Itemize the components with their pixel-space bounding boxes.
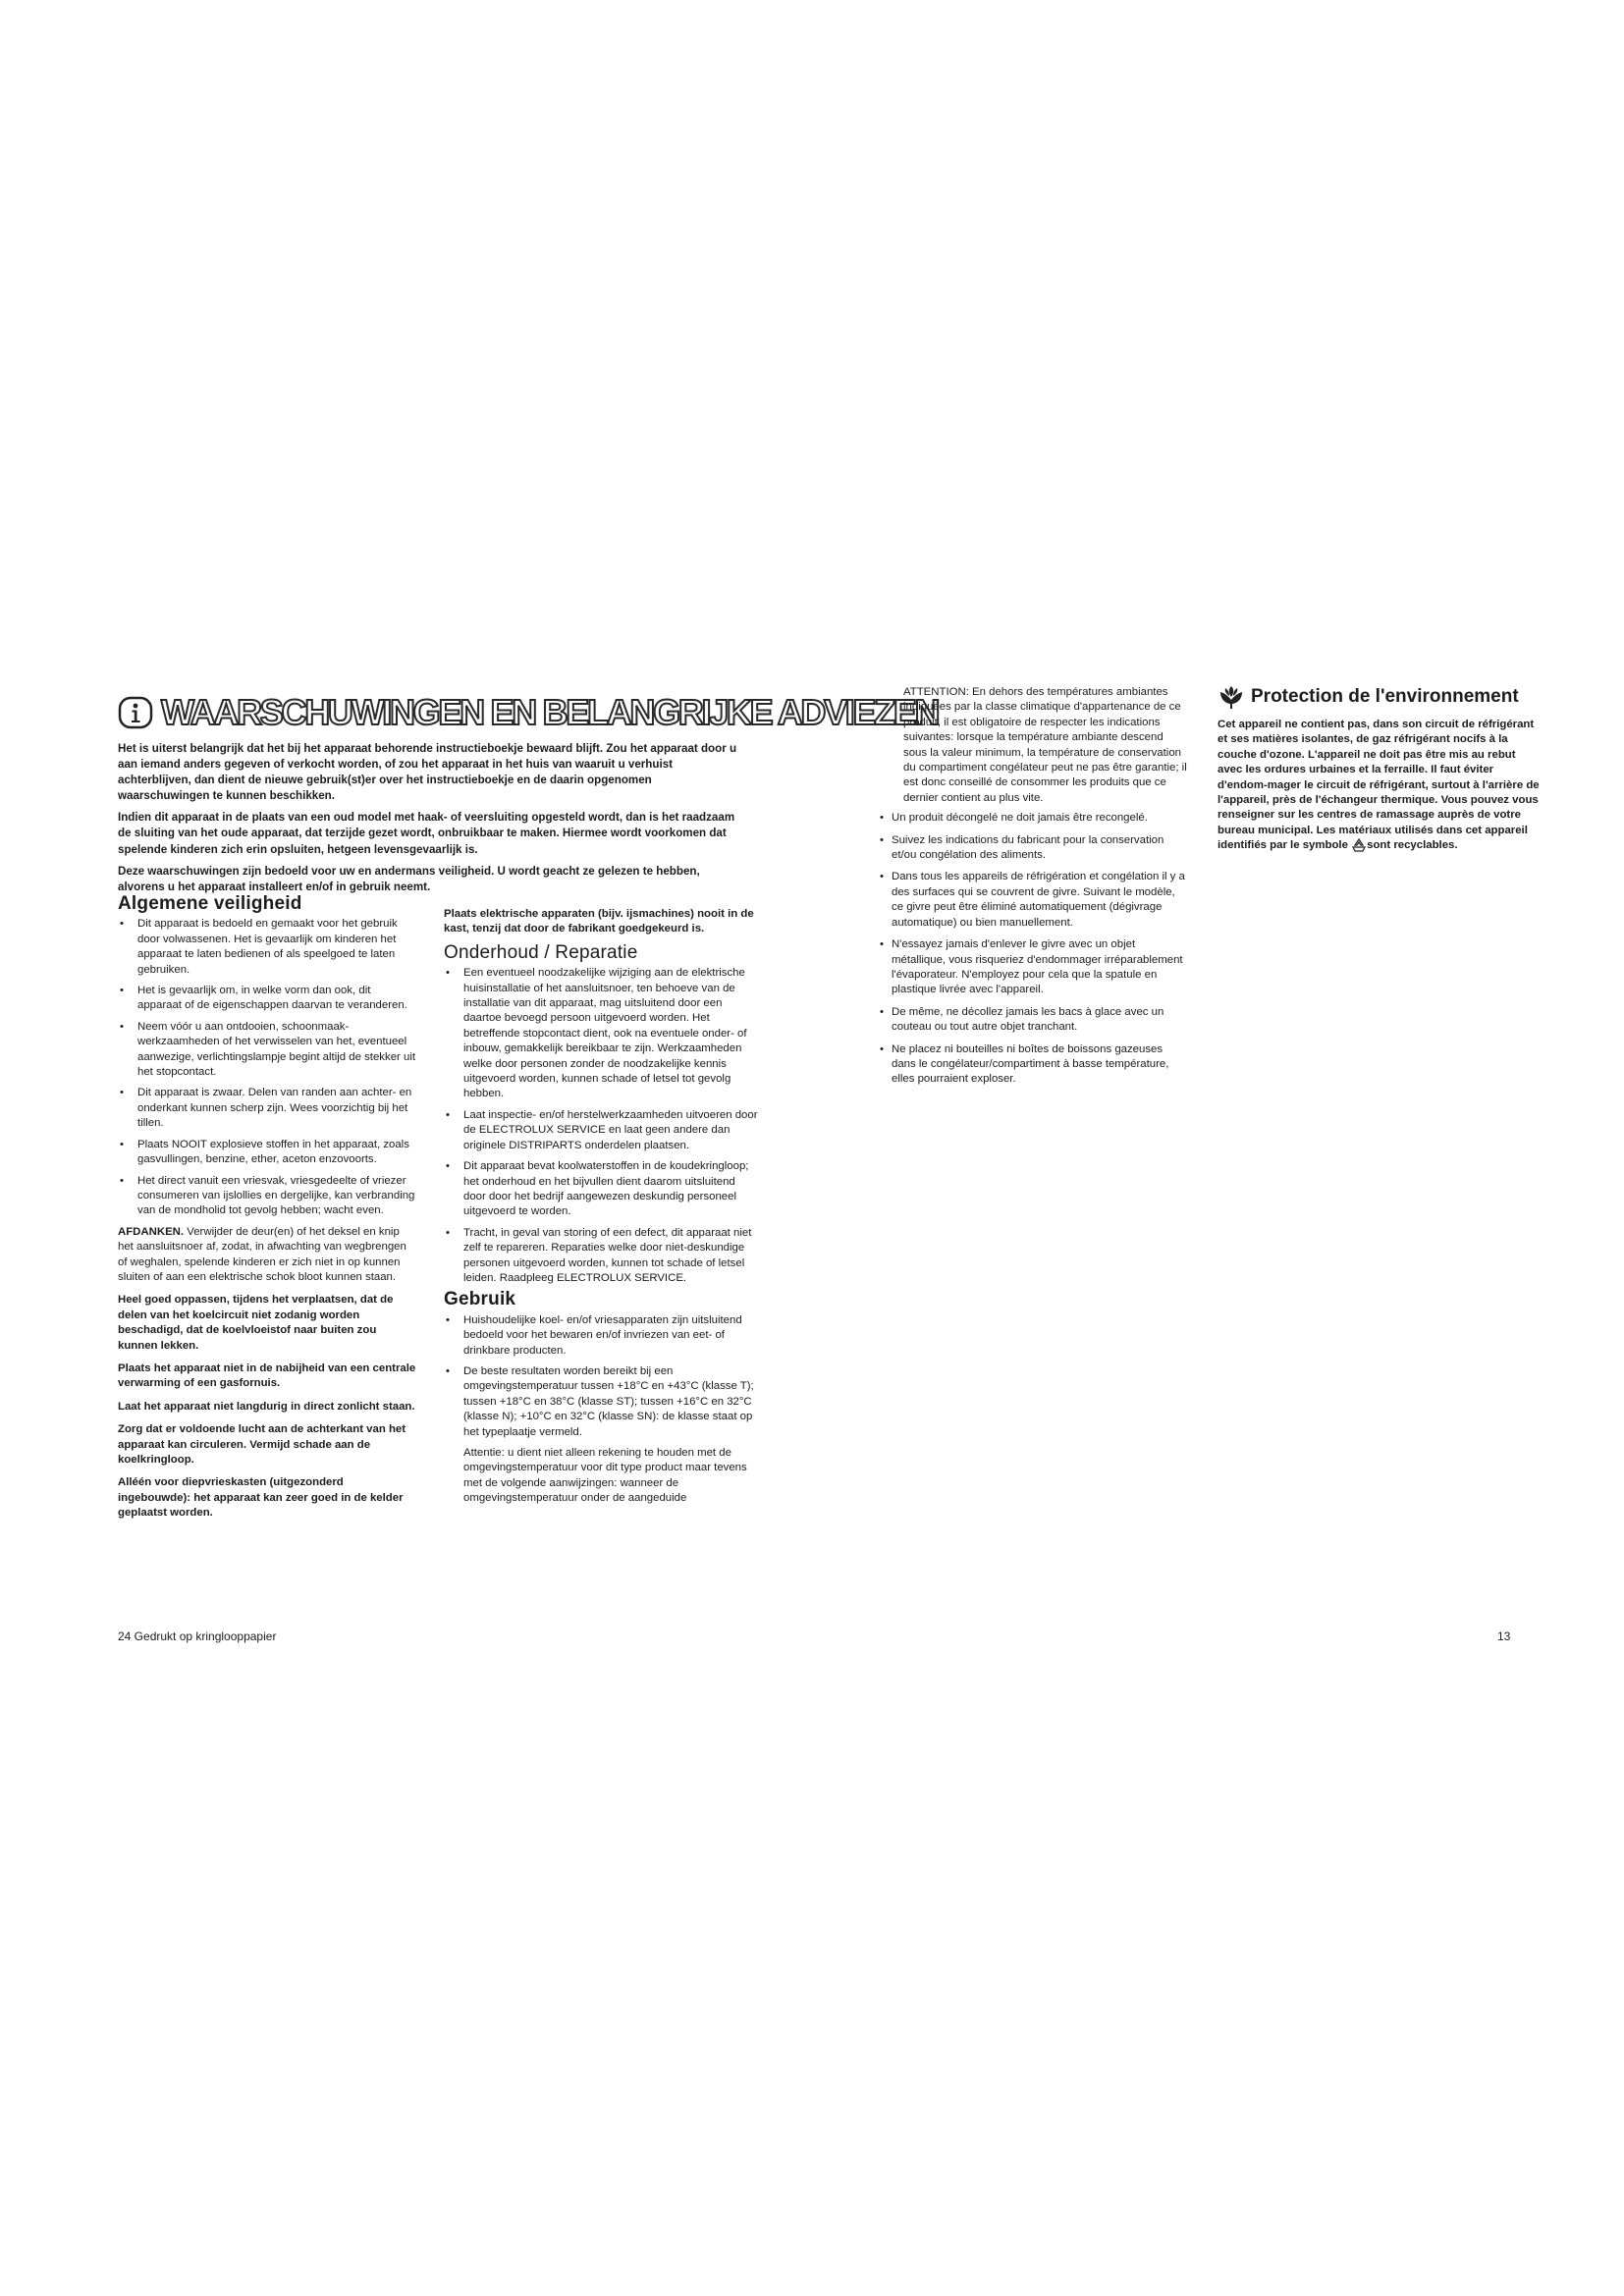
environment-paragraph (1218, 718, 1542, 854)
list-item: • N'essayez jamais d'enlever le givre avec un objet métallique, vous risqueriez d'endommager irréparablement l'évaporateur. N'employez pour cela que la spatule en plastique livrée avec l'appareil. (872, 937, 1188, 998)
environment-title: Protection de l'environnement (1251, 686, 1519, 708)
list-item: • De beste resultaten worden bereikt bij een omgevingstemperatuur tussen +18°C en +43°C (klasse T); tussen +18°C en 38°C (klasse ST); tussen +16°C en 32°C (klasse N); +10°C en 32°C (klasse SN): de klasse staat op het typeplaatje vermeld. (444, 1364, 760, 1440)
section-heading-general-safety: Algemene veiligheid (118, 893, 302, 914)
list-item: • De même, ne décollez jamais les bacs à glace avec un couteau ou tout autre objet tranchant. (872, 1005, 1188, 1036)
disposal-paragraph (118, 1225, 417, 1286)
list-item: • Het direct vanuit een vriesvak, vriesgedeelte of vriezer consumeren van ijslollies en dergelijke, kan verbranding van de mondholid tot gevolg hebben; wacht even. (118, 1174, 417, 1219)
page-title: WAARSCHUWINGEN EN BELANGRIJKE ADVIEZEN (161, 692, 939, 732)
environment-text: Cet appareil ne contient pas, dans son circuit de réfrigérant et ses matières isolantes, de gaz réfrigérant nocifs à la couche d'ozone. L'appareil ne doit pas être mis au rebut avec les ordures urbaines et la ferraille. Il faut éviter d'endom-mager le circuit de réfrigérant, surtout à l'arrière de l'appareil, près de l'échangeur thermique. Vous pouvez vous renseigner sur les centres de ramassage auprès de votre bureau municipal. Les matériaux utilisés dans cet appareil identifiés par le symbole (1218, 719, 1540, 852)
attention-paragraph-fr: ATTENTION: En dehors des températures ambiantes indiquées par la classe climatique d'appartenance de ce produit, il est obligatoire de respecter les indications suivantes: lorsque la température ambiante descend sous la valeur minimum, la température de conservation du compartiment congélateur peut ne pas être garantie; il est donc conseillé de consommer les produits que ce dernier contient au plus vite. (903, 686, 1187, 804)
column-french-notes (872, 685, 1188, 1095)
intro-block (118, 741, 746, 901)
list-item: • Een eventueel noodzakelijke wijziging aan de elektrische huisinstallatie of het aansluitsnoer, ten behoeve van de installatie van dit apparaat, mag uitsluitend door een daartoe bevoegd persoon uitgevoerd worden. Het betreffende stopcontact dient, ook na eventuele onder- of inbouw, gemakkelijk bereikbaar te zijn. Werkzaamheden welke door personen zonder de noodzakelijke kennis uitgevoerd worden, kunnen schade of letsel tot gevolg hebben. (444, 966, 760, 1102)
list-item: • Ne placez ni bouteilles ni boîtes de boissons gazeuses dans le congélateur/compartiment à basse température, elles pourraient exploser. (872, 1042, 1188, 1088)
list-item: • Suivez les indications du fabricant pour la conservation et/ou congélation des aliments. (872, 833, 1188, 864)
footer-left-page-note: 24 Gedrukt op kringlooppapier (118, 1629, 277, 1643)
recycle-icon (1351, 838, 1367, 852)
environment-heading-row (1218, 684, 1542, 710)
column-maintenance-use (444, 907, 760, 1507)
list-item: • Dit apparaat is zwaar. Delen van randen aan achter- en onderkant kunnen scherp zijn. Wees voorzichtig bij het tillen. (118, 1086, 417, 1131)
list-item: • Dit apparaat bevat koolwaterstoffen in de koudekringloop; het onderhoud en het bijvullen dient daarom uitsluitend door door het bedrijf aangewezen deskundig personeel uitgevoerd te worden. (444, 1159, 760, 1220)
list-item: • Huishoudelijke koel- en/of vriesapparaten zijn uitsluitend bedoeld voor het bewaren en/of invriezen van eet- of drinkbare producten. (444, 1313, 760, 1359)
intro-paragraph: Het is uiterst belangrijk dat het bij het apparaat behorende instructieboekje bewaard blijft. Zou het apparaat door u aan iemand anders gegeven of verkocht worden, of zou het apparaat in het huis van waaruit u verhuist achterblijven, dan dient de nieuwe gebruik(st)er over het instructieboekje en de daarin opgenomen waarschuwingen te kunnen beschikken. (118, 742, 737, 803)
intro-paragraph: Deze waarschuwingen zijn bedoeld voor uw en andermans veiligheid. U wordt geacht ze gelezen te hebben, alvorens u het apparaat installeert en/of in gebruik neemt. (118, 864, 700, 893)
electrical-appliances-note: Plaats elektrische apparaten (bijv. ijsmachines) nooit in de kast, tenzij dat door de fabrikant goedgekeurd is. (444, 908, 754, 935)
info-icon (118, 695, 153, 730)
use-list (444, 1313, 760, 1440)
maintenance-list (444, 966, 760, 1286)
intro-paragraph: Indien dit apparaat in de plaats van een oud model met haak- of veersluiting opgesteld wordt, dan is het raadzaam de sluiting van het oude apparaat, dat terzijde gezet wordt, onbruikbaar te maken. Hiermee wordt voorkomen dat spelende kinderen zich erin opsluiten, hetgeen levensgevaarlijk is. (118, 811, 735, 856)
column-environment (1218, 684, 1542, 854)
list-item: • Un produit décongelé ne doit jamais être recongelé. (872, 811, 1188, 826)
bold-paragraph: Plaats het apparaat niet in de nabijheid van een centrale verwarming of een gasfornuis. (118, 1362, 416, 1390)
flower-icon (1218, 684, 1245, 710)
footer-page-number: 13 (1497, 1629, 1511, 1643)
list-item: • Het is gevaarlijk om, in welke vorm dan ook, dit apparaat of de eigenschappen daarvan te veranderen. (118, 984, 417, 1014)
list-item: • Plaats NOOIT explosieve stoffen in het apparaat, zoals gasvullingen, benzine, ether, aceton enzovoorts. (118, 1138, 417, 1168)
list-item: • Dit apparaat is bedoeld en gemaakt voor het gebruik door volwassenen. Het is gevaarlijk om kinderen het apparaat te laten bedienen of als speelgoed te laten gebruiken. (118, 917, 417, 978)
bold-paragraph: Laat het apparaat niet langdurig in direct zonlicht staan. (118, 1400, 415, 1413)
list-item: • Tracht, in geval van storing of een defect, dit apparaat niet zelf te repareren. Reparaties welke door niet-deskundige personen uitgevoerd worden, kunnen tot schade of letsel leiden. Raadpleeg ELECTROLUX SERVICE. (444, 1226, 760, 1287)
environment-text-end: sont recyclables. (1367, 839, 1458, 852)
list-item: • Laat inspectie- en/of herstelwerkzaamheden uitvoeren door de ELECTROLUX SERVICE en laat geen andere dan originele DISTRIPARTS onderdelen plaatsen. (444, 1108, 760, 1153)
section-heading-maintenance: Onderhoud / Reparatie (444, 941, 638, 963)
list-item: • Dans tous les appareils de réfrigération et congélation il y a des surfaces qui se couvrent de givre. Suivant le modèle, ce givre peut être éliminé automatiquement (dégivrage automatique) ou bien manuellement. (872, 870, 1188, 931)
french-notes-list (872, 811, 1188, 1088)
safety-list (118, 917, 417, 1218)
section-heading-use: Gebruik (444, 1289, 516, 1310)
bold-paragraph: Alléén voor diepvrieskasten (uitgezonderd ingebouwde): het apparaat kan zeer goed in de kelder geplaatst worden. (118, 1476, 404, 1520)
column-general-safety (118, 893, 417, 1529)
disposal-text: Verwijder de deur(en) of het deksel en knip het aansluitsnoer af, zodat, in afwachting van wegbrengen of weghalen, spelende kinderen er zich niet in op kunnen sluiten of aan een elektrische schok bloot kunnen staan. (118, 1225, 406, 1283)
bold-paragraph: Zorg dat er voldoende lucht aan de achterkant van het apparaat kan circuleren. Vermijd schade aan de koelkringloop. (118, 1423, 406, 1466)
attention-paragraph: Attentie: u dient niet alleen rekening te houden met de omgevingstemperatuur voor dit type product maar tevens met de volgende aanwijzingen: wanneer de omgevingstemperatuur onder de aangeduide (463, 1447, 747, 1505)
disposal-label: AFDANKEN. (118, 1225, 185, 1238)
bold-paragraph: Heel goed oppassen, tijdens het verplaatsen, dat de delen van het koelcircuit niet zodanig worden beschadigd, dat de koelvloeistof naar buiten zou kunnen lekken. (118, 1294, 394, 1352)
list-item: • Neem vóór u aan ontdooien, schoonmaak-werkzaamheden of het verwisselen van het, eventueel aanwezige, verlichtingslampje begint altijd de stekker uit het stopcontact. (118, 1020, 417, 1081)
page-title-row (118, 690, 938, 735)
